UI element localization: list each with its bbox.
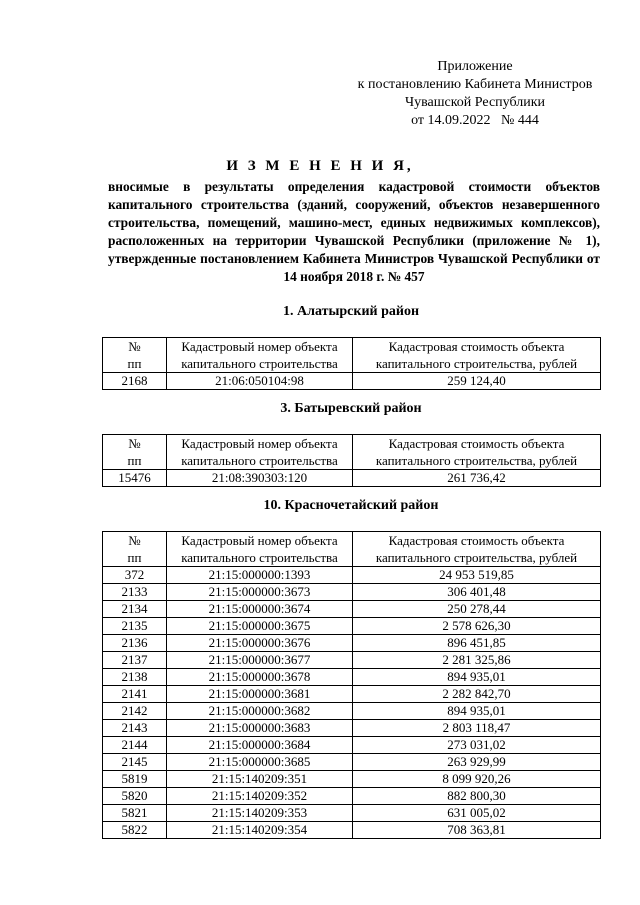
cadastral-number: 21:15:000000:3683 [167, 720, 353, 737]
row-number: 372 [103, 567, 167, 584]
section-batyrevo [102, 400, 600, 487]
column-header-number [103, 338, 167, 373]
row-number: 5822 [103, 822, 167, 839]
appendix-block [340, 58, 610, 130]
column-header-number-line-1: № [128, 533, 141, 548]
row-number: 2136 [103, 635, 167, 652]
cadastral-number: 21:15:000000:3678 [167, 669, 353, 686]
table-row [103, 788, 601, 805]
cadastral-table [102, 337, 601, 390]
table-row [103, 822, 601, 839]
cadastral-number: 21:08:390303:120 [167, 470, 353, 487]
row-number: 2138 [103, 669, 167, 686]
cadastral-cost: 8 099 920,26 [353, 771, 601, 788]
row-number: 2142 [103, 703, 167, 720]
row-number: 2137 [103, 652, 167, 669]
table-row [103, 805, 601, 822]
header-row [103, 532, 601, 567]
cadastral-number: 21:15:140209:351 [167, 771, 353, 788]
column-header-cadastral-cost-line-1: Кадастровая стоимость объекта [388, 533, 565, 548]
column-header-cadastral-number [167, 338, 353, 373]
cadastral-number: 21:15:000000:3682 [167, 703, 353, 720]
column-header-cadastral-cost [353, 435, 601, 470]
column-header-number-line-2: пп [127, 550, 142, 565]
column-header-cadastral-number [167, 435, 353, 470]
cadastral-cost: 631 005,02 [353, 805, 601, 822]
table-row [103, 567, 601, 584]
cadastral-cost: 306 401,48 [353, 584, 601, 601]
row-number: 5820 [103, 788, 167, 805]
row-number: 2145 [103, 754, 167, 771]
column-header-number-line-2: пп [127, 356, 142, 371]
table-row [103, 737, 601, 754]
cadastral-number: 21:15:000000:3681 [167, 686, 353, 703]
section-krasnochetai [102, 497, 600, 839]
cadastral-cost: 259 124,40 [353, 373, 601, 390]
column-header-cadastral-cost-line-1: Кадастровая стоимость объекта [388, 436, 565, 451]
cadastral-cost: 894 935,01 [353, 703, 601, 720]
cadastral-number: 21:15:000000:3674 [167, 601, 353, 618]
cadastral-number: 21:15:000000:3675 [167, 618, 353, 635]
cadastral-number: 21:15:140209:353 [167, 805, 353, 822]
cadastral-number: 21:15:140209:354 [167, 822, 353, 839]
header-row [103, 338, 601, 373]
column-header-number-line-2: пп [127, 453, 142, 468]
column-header-cadastral-cost-line-2: капитального строительства, рублей [375, 550, 578, 565]
column-header-cadastral-number-line-1: Кадастровый номер объекта [181, 339, 338, 354]
row-number: 5819 [103, 771, 167, 788]
cadastral-number: 21:15:000000:3684 [167, 737, 353, 754]
cadastral-number: 21:15:000000:3673 [167, 584, 353, 601]
table-row [103, 601, 601, 618]
cadastral-cost: 894 935,01 [353, 669, 601, 686]
cadastral-table [102, 434, 601, 487]
section-heading: 10. Красночетайский район [263, 498, 439, 513]
appendix-line-2: к постановлению Кабинета Министров [357, 77, 593, 92]
table-row [103, 771, 601, 788]
cadastral-cost: 882 800,30 [353, 788, 601, 805]
row-number: 2168 [103, 373, 167, 390]
column-header-number-line-1: № [128, 339, 141, 354]
row-number: 2143 [103, 720, 167, 737]
row-number: 15476 [103, 470, 167, 487]
table-row [103, 720, 601, 737]
table-row [103, 618, 601, 635]
document-subtitle: вносимые в результаты определения кадастровой стоимости объектов капитального строительства (зданий, сооружений, объектов незавершенного строительства, помещений, машино-мест, единых недвижимых комплексов), расположенных на территории Чувашской Республики (приложение № 1), утвержденные постановлением Кабинета Министров Чувашской Республики от 14 ноября 2018 г. № 457 [108, 179, 600, 284]
table-row [103, 635, 601, 652]
appendix-line-4: от 14.09.2022 № 444 [411, 113, 539, 128]
cadastral-cost: 2 281 325,86 [353, 652, 601, 669]
cadastral-number: 21:06:050104:98 [167, 373, 353, 390]
section-heading: 1. Алатырский район [282, 304, 420, 319]
document-title: И З М Е Н Е Н И Я, [226, 158, 414, 174]
row-number: 2135 [103, 618, 167, 635]
row-number: 2133 [103, 584, 167, 601]
cadastral-cost: 708 363,81 [353, 822, 601, 839]
table-row [103, 686, 601, 703]
column-header-cadastral-number-line-2: капитального строительства [181, 453, 338, 468]
table-row [103, 373, 601, 390]
column-header-cadastral-number-line-1: Кадастровый номер объекта [181, 436, 338, 451]
row-number: 2141 [103, 686, 167, 703]
cadastral-number: 21:15:000000:3677 [167, 652, 353, 669]
column-header-number [103, 532, 167, 567]
cadastral-cost: 261 736,42 [353, 470, 601, 487]
section-alatyr [102, 303, 600, 390]
table-row [103, 669, 601, 686]
cadastral-cost: 24 953 519,85 [353, 567, 601, 584]
column-header-number-line-1: № [128, 436, 141, 451]
column-header-cadastral-number-line-2: капитального строительства [181, 550, 338, 565]
row-number: 2144 [103, 737, 167, 754]
column-header-cadastral-number [167, 532, 353, 567]
cadastral-table [102, 531, 601, 839]
cadastral-number: 21:15:000000:3676 [167, 635, 353, 652]
row-number: 2134 [103, 601, 167, 618]
row-number: 5821 [103, 805, 167, 822]
cadastral-cost: 2 803 118,47 [353, 720, 601, 737]
cadastral-cost: 2 282 842,70 [353, 686, 601, 703]
column-header-cadastral-number-line-1: Кадастровый номер объекта [181, 533, 338, 548]
cadastral-cost: 2 578 626,30 [353, 618, 601, 635]
table-row [103, 584, 601, 601]
cadastral-cost: 273 031,02 [353, 737, 601, 754]
header-row [103, 435, 601, 470]
cadastral-number: 21:15:140209:352 [167, 788, 353, 805]
section-heading: 3. Батыревский район [280, 401, 422, 416]
table-row [103, 470, 601, 487]
column-header-cadastral-cost [353, 532, 601, 567]
column-header-cadastral-cost-line-2: капитального строительства, рублей [375, 453, 578, 468]
table-row [103, 652, 601, 669]
column-header-cadastral-cost-line-1: Кадастровая стоимость объекта [388, 339, 565, 354]
table-row [103, 703, 601, 720]
cadastral-number: 21:15:000000:1393 [167, 567, 353, 584]
column-header-cadastral-cost [353, 338, 601, 373]
appendix-line-1: Приложение [437, 59, 513, 74]
cadastral-cost: 896 451,85 [353, 635, 601, 652]
cadastral-number: 21:15:000000:3685 [167, 754, 353, 771]
column-header-number [103, 435, 167, 470]
cadastral-cost: 250 278,44 [353, 601, 601, 618]
column-header-cadastral-number-line-2: капитального строительства [181, 356, 338, 371]
column-header-cadastral-cost-line-2: капитального строительства, рублей [375, 356, 578, 371]
table-row [103, 754, 601, 771]
appendix-line-3: Чувашской Республики [404, 95, 546, 110]
cadastral-cost: 263 929,99 [353, 754, 601, 771]
